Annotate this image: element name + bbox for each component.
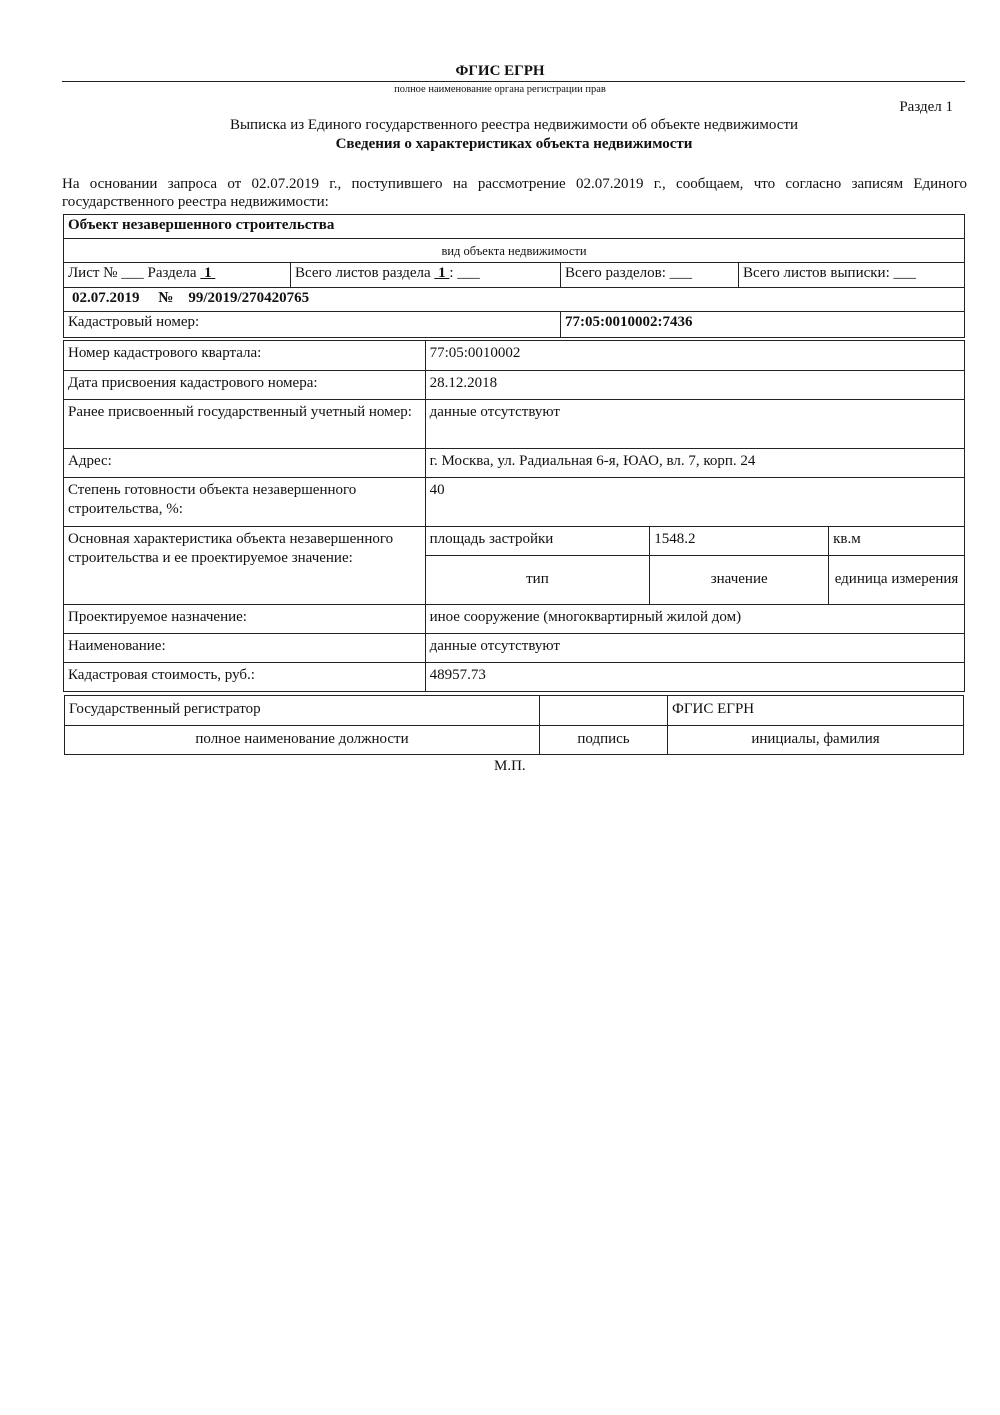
readiness-value: 40: [425, 478, 964, 527]
quarter-value: 77:05:0010002: [425, 341, 964, 371]
col-type-caption: тип: [425, 556, 650, 605]
quarter-label: Номер кадастрового квартала:: [64, 341, 426, 371]
document-title: Выписка из Единого государственного реестра недвижимости об объекте недвижимости: [229, 117, 799, 133]
signature-field: [539, 696, 667, 725]
section-field-value: 1: [204, 265, 212, 281]
table-row: [64, 527, 965, 556]
object-type: Объект незавершенного строительства: [68, 217, 335, 233]
extract-number: 99/2019/270420765: [188, 290, 310, 306]
name-value: данные отсутствуют: [425, 634, 964, 663]
object-header-table: [63, 214, 965, 338]
signature-row: [65, 696, 963, 726]
table-row: [64, 478, 965, 527]
total-sheets-label: Всего листов раздела: [295, 265, 431, 281]
total-extract-sheets-cell: Всего листов выписки: ___: [738, 263, 964, 287]
object-type-caption: вид объекта недвижимости: [441, 244, 587, 258]
signature-caption-row: [65, 726, 963, 754]
sheet-blank: ___: [121, 265, 144, 281]
sheet-label: Лист №: [68, 265, 118, 281]
total-sections-cell: Всего разделов: ___: [560, 263, 738, 287]
total-sheets-suffix: : ___: [449, 265, 480, 281]
section-label: Раздел 1: [899, 99, 953, 115]
main-char-type: площадь застройки: [425, 527, 650, 556]
purpose-value: иное сооружение (многоквартирный жилой дом): [425, 605, 964, 634]
object-type-caption-row: [64, 239, 964, 263]
table-row: [64, 634, 965, 663]
intro-text: На основании запроса от 02.07.2019 г., поступившего на рассмотрение 02.07.2019 г., сообщаем, что согласно записям Единого государственного реестра недвижимости:: [62, 176, 967, 210]
object-type-row: [64, 215, 964, 239]
cadastral-number: 77:05:0010002:7436: [560, 312, 964, 337]
total-sheets-value: 1: [438, 265, 446, 281]
initials-caption: инициалы, фамилия: [667, 726, 963, 754]
document-subtitle: Сведения о характеристиках объекта недвижимости: [335, 136, 693, 152]
main-char-label: Основная характеристика объекта незавершенного строительства и ее проектируемое значение:: [64, 527, 426, 605]
address-value: г. Москва, ул. Радиальная 6-я, ЮАО, вл. 7, корп. 24: [425, 449, 964, 478]
prev-number-label: Ранее присвоенный государственный учетный номер:: [64, 400, 426, 449]
sheet-info-row: [64, 263, 964, 288]
sheet-number-cell: [64, 263, 290, 287]
table-row: [64, 400, 965, 449]
org-name: ФГИС ЕГРН: [455, 63, 545, 79]
name-label: Наименование:: [64, 634, 426, 663]
prev-number-value: данные отсутствуют: [425, 400, 964, 449]
total-sheets-cell: [290, 263, 560, 287]
cadastral-row: [64, 312, 964, 337]
org-underline: [62, 81, 965, 82]
assign-date-label: Дата присвоения кадастрового номера:: [64, 371, 426, 400]
table-row: [64, 663, 965, 692]
table-row: [64, 371, 965, 400]
cost-label: Кадастровая стоимость, руб.:: [64, 663, 426, 692]
table-row: [64, 341, 965, 371]
signature-caption: подпись: [539, 726, 667, 754]
table-row: [64, 605, 965, 634]
col-value-caption: значение: [650, 556, 829, 605]
extract-date: 02.07.2019: [72, 290, 140, 306]
org-caption: полное наименование органа регистрации прав: [394, 84, 606, 95]
cost-value: 48957.73: [425, 663, 964, 692]
assign-date-value: 28.12.2018: [425, 371, 964, 400]
cadastral-label: Кадастровый номер:: [68, 314, 200, 330]
main-char-value: 1548.2: [650, 527, 829, 556]
purpose-label: Проектируемое назначение:: [64, 605, 426, 634]
col-unit-caption: единица измерения: [829, 556, 965, 605]
stamp-place: М.П.: [494, 758, 526, 774]
section-field-label: Раздела: [147, 265, 197, 281]
address-label: Адрес:: [64, 449, 426, 478]
registrar-name: ФГИС ЕГРН: [667, 696, 963, 725]
date-number-cell: [68, 288, 568, 311]
signature-block: [64, 695, 964, 755]
table-row: [64, 449, 965, 478]
registrar-position: Государственный регистратор: [69, 701, 261, 717]
position-caption: полное наименование должности: [195, 731, 409, 747]
main-char-unit: кв.м: [829, 527, 965, 556]
readiness-label: Степень готовности объекта незавершенного строительства, %:: [64, 478, 426, 527]
characteristics-table: [63, 340, 965, 692]
number-sign: №: [158, 290, 174, 306]
date-number-row: [64, 288, 964, 312]
